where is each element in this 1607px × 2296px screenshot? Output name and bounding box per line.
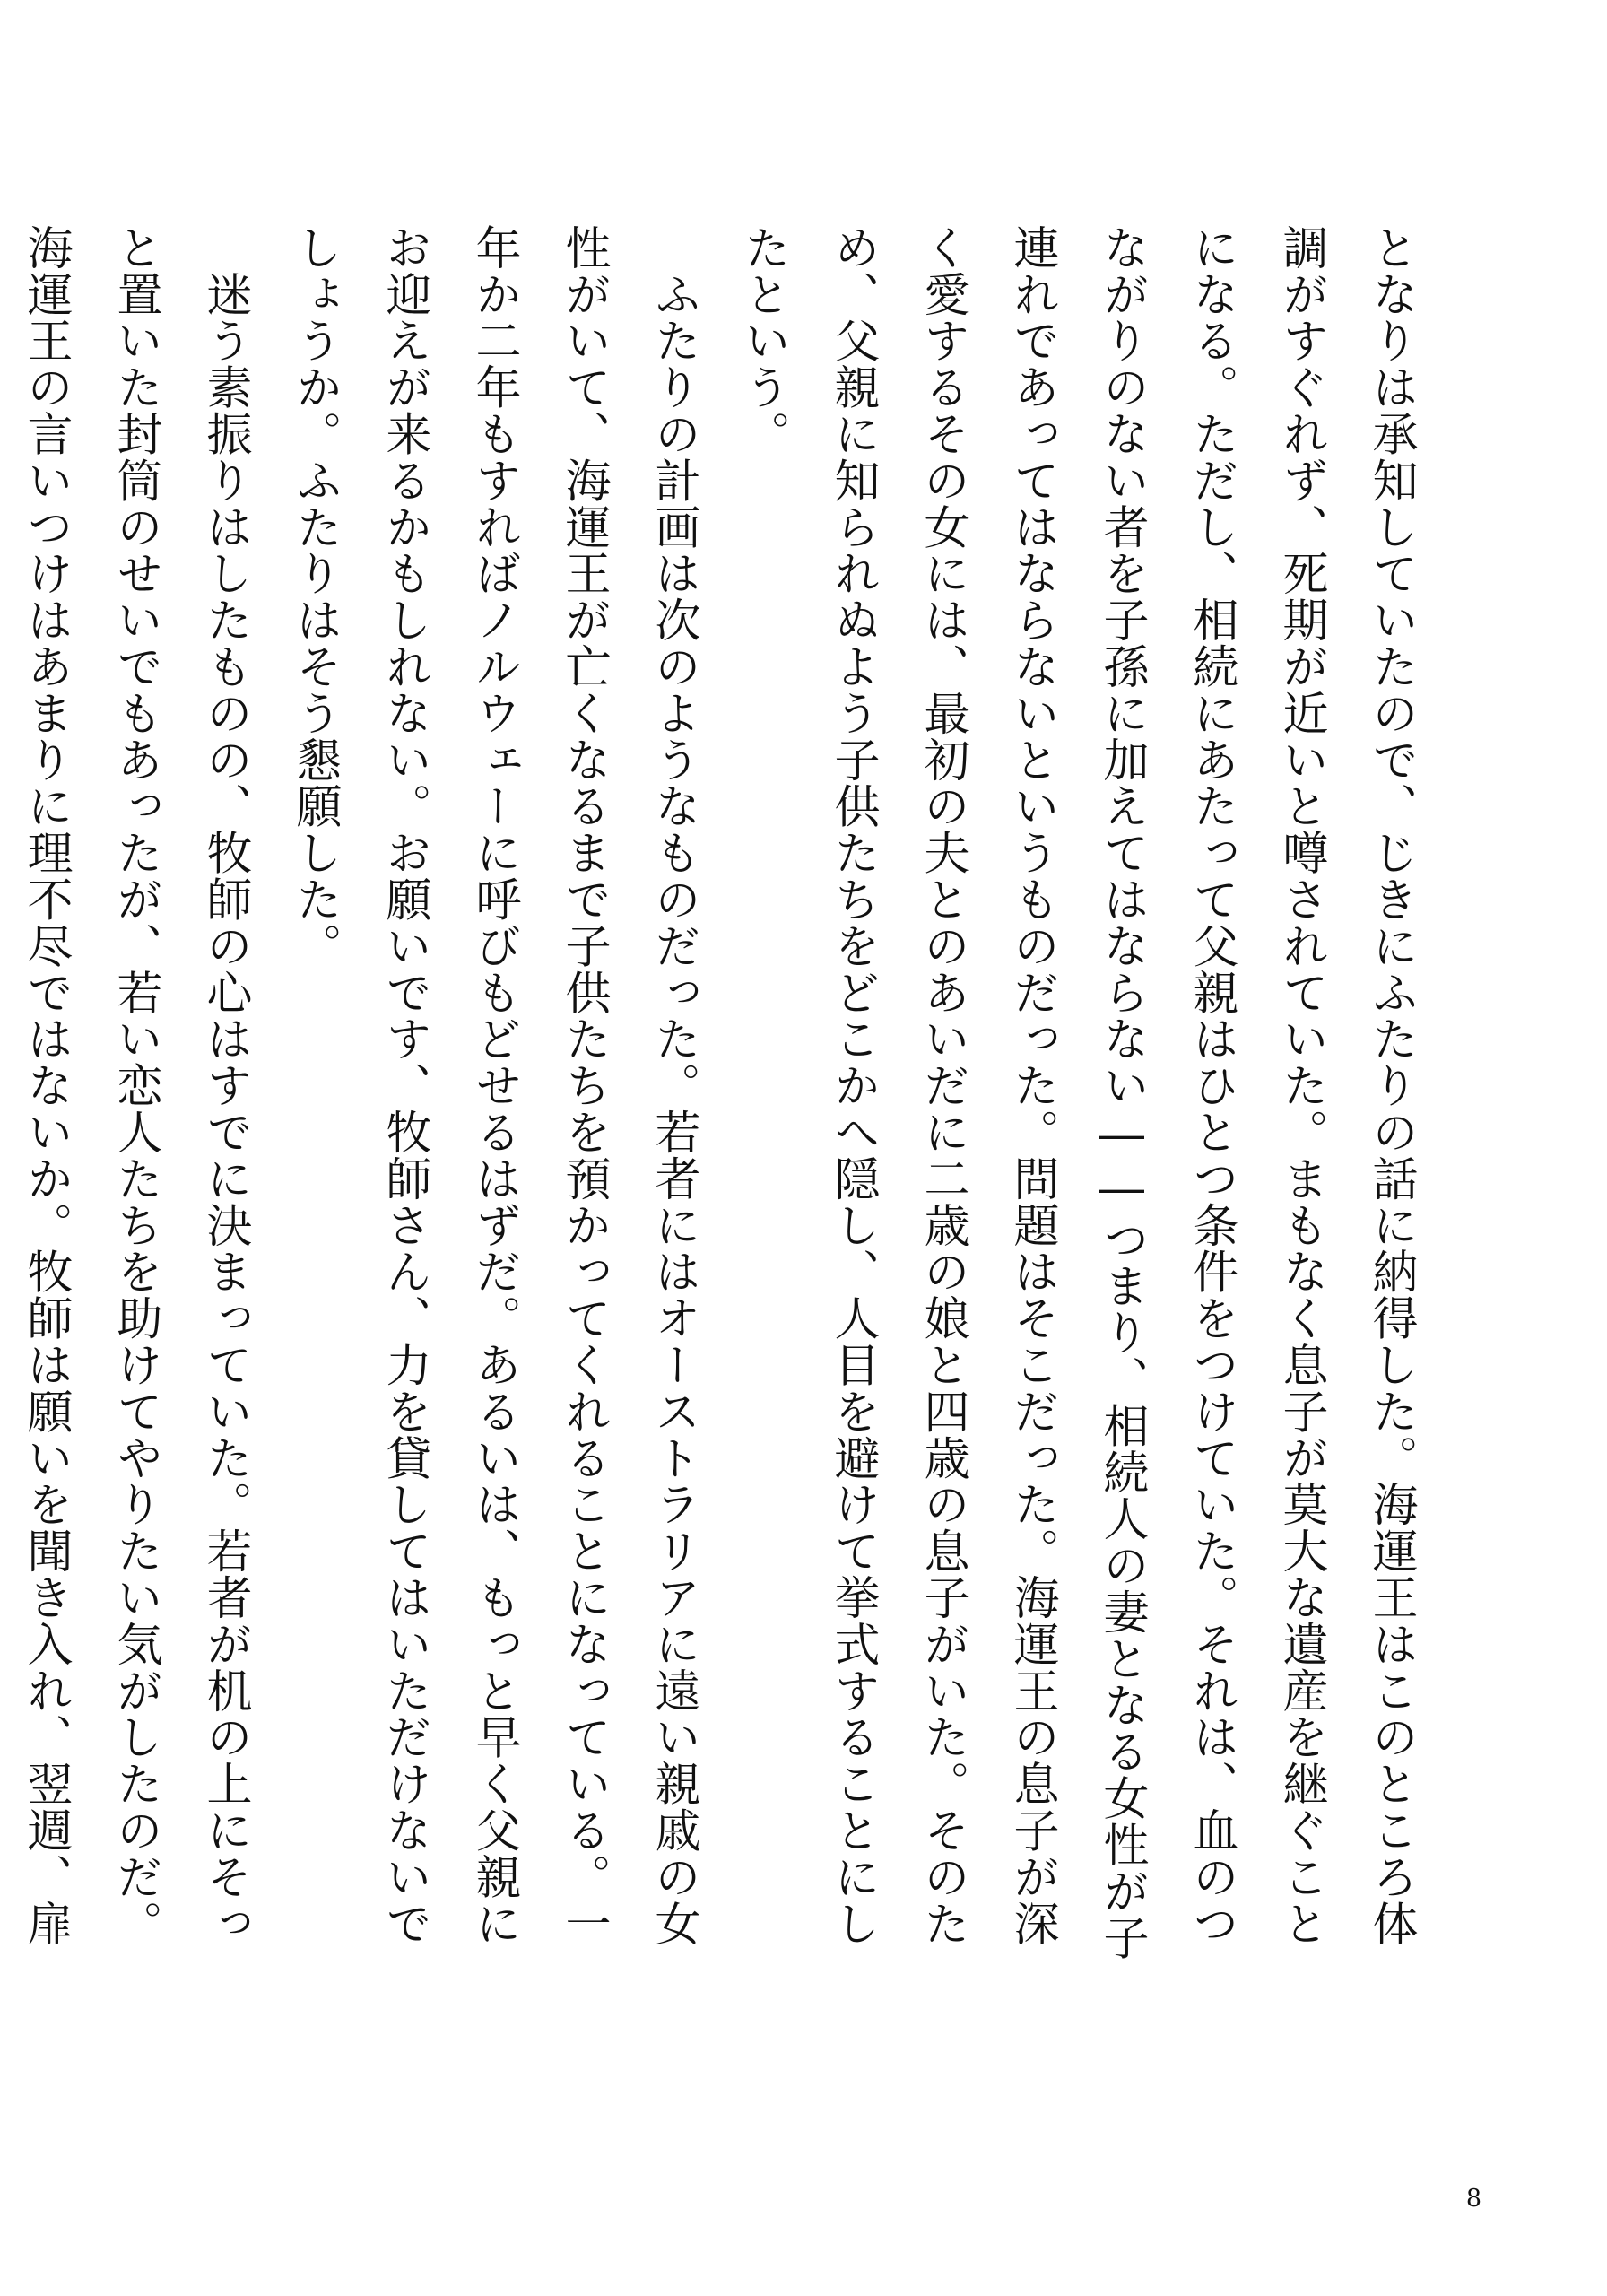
page-number: 8 — [1465, 2185, 1481, 2213]
vertical-body-text: となりは承知していたので、じきにふたりの話に納得した。海運王はこのところ体調がすぐれず、死期が近いと噂されていた。まもなく息子が莫大な遺産を継ぐことになる。ただし、相続にあたって父親はひとつ条件をつけていた。それは、血のつながりのない者を子孫に加えてはならない――つまり、相続人の妻となる女性が子連れであってはならないというものだった。問題はそこだった。海運王の息子が深く愛するその女には、最初の夫とのあいだに二歳の娘と四歳の息子がいた。そのため、父親に知られぬよう子供たちをどこかへ隠し、人目を避けて挙式することにしたという。 ふたりの計画は次のようなものだった。若者にはオーストラリアに遠い親戚の女性がいて、海運王が亡くなるまで子供たちを預かってくれることになっている。一年か二年もすればノルウェーに呼びもどせるはずだ。あるいは、もっと早く父親にお迎えが来るかもしれない。お願いです、牧師さん、力を貸してはいただけないでしょうか。ふたりはそう懇願した。 迷う素振りはしたものの、牧師の心はすでに決まっていた。若者が机の上にそっと置いた封筒のせいでもあったが、若い恋人たちを助けてやりたい気がしたのだ。海運王の言いつけはあまりに理不尽ではないか。牧師は願いを聞き入れ、翌週、扉 — [19, 224, 1417, 1961]
